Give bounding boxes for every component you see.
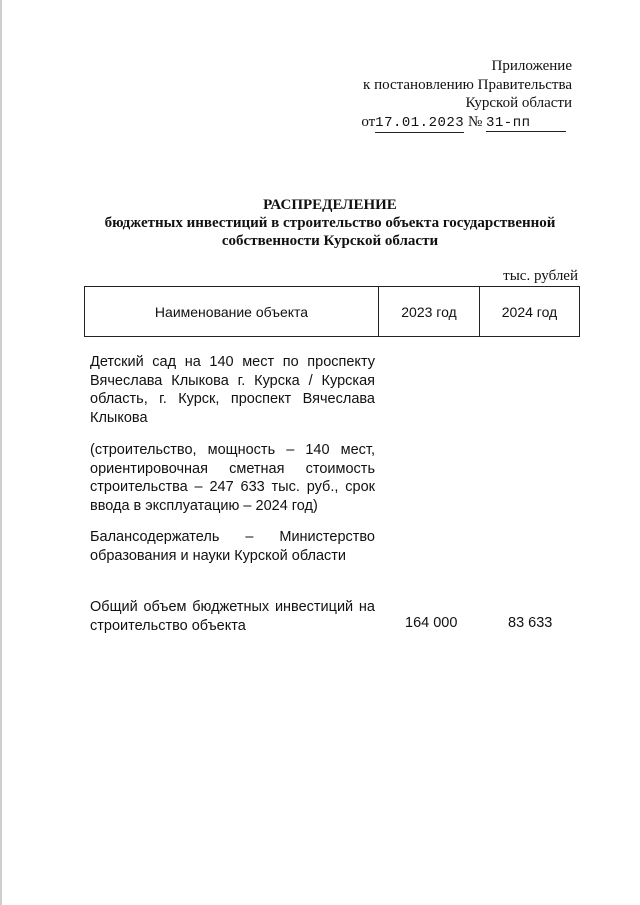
decree-date: 17.01.2023 [375, 115, 465, 131]
decree-number-field [486, 114, 566, 132]
document-subtitle-line-2: собственности Курской области [221, 233, 439, 249]
object-name: Детский сад на 140 мест по проспекту Вячеслава Клыкова г. Курска / Курская область, г. Курск, проспект Вячеслава Клыкова [90, 354, 375, 426]
balance-holder: Балансодержатель – Министерство образования и науки Курской области [90, 529, 375, 564]
number-prefix: № [467, 114, 483, 130]
decree-number: 31-пп [486, 115, 531, 131]
appendix-date-line [361, 114, 566, 132]
object-details: (строительство, мощность – 140 мест, ориентировочная сметная стоимость строительства – 247 633 тыс. руб., срок ввода в эксплуатацию – 2024 год) [90, 442, 375, 514]
total-label: Общий объем бюджетных инвестиций на строительство объекта [90, 599, 375, 634]
appendix-line-1: Приложение [491, 58, 572, 74]
header-2024: 2024 год [501, 303, 558, 320]
value-2023: 164 000 [405, 615, 458, 631]
header-2023: 2023 год [379, 287, 480, 336]
document-heading: РАСПРЕДЕЛЕНИЕ [263, 197, 397, 213]
document-subtitle-line-1: бюджетных инвестиций в строительство объекта государственной [104, 215, 556, 231]
units-label: тыс. рублей [503, 268, 578, 284]
scan-edge-line [0, 0, 2, 905]
date-prefix: от [361, 114, 376, 130]
table-header [84, 286, 580, 337]
appendix-line-3: Курской области [465, 95, 572, 111]
header-object-name: Наименование объекта [85, 287, 379, 336]
appendix-line-2: к постановлению Правительства [363, 77, 572, 93]
value-2024: 83 633 [508, 615, 553, 631]
